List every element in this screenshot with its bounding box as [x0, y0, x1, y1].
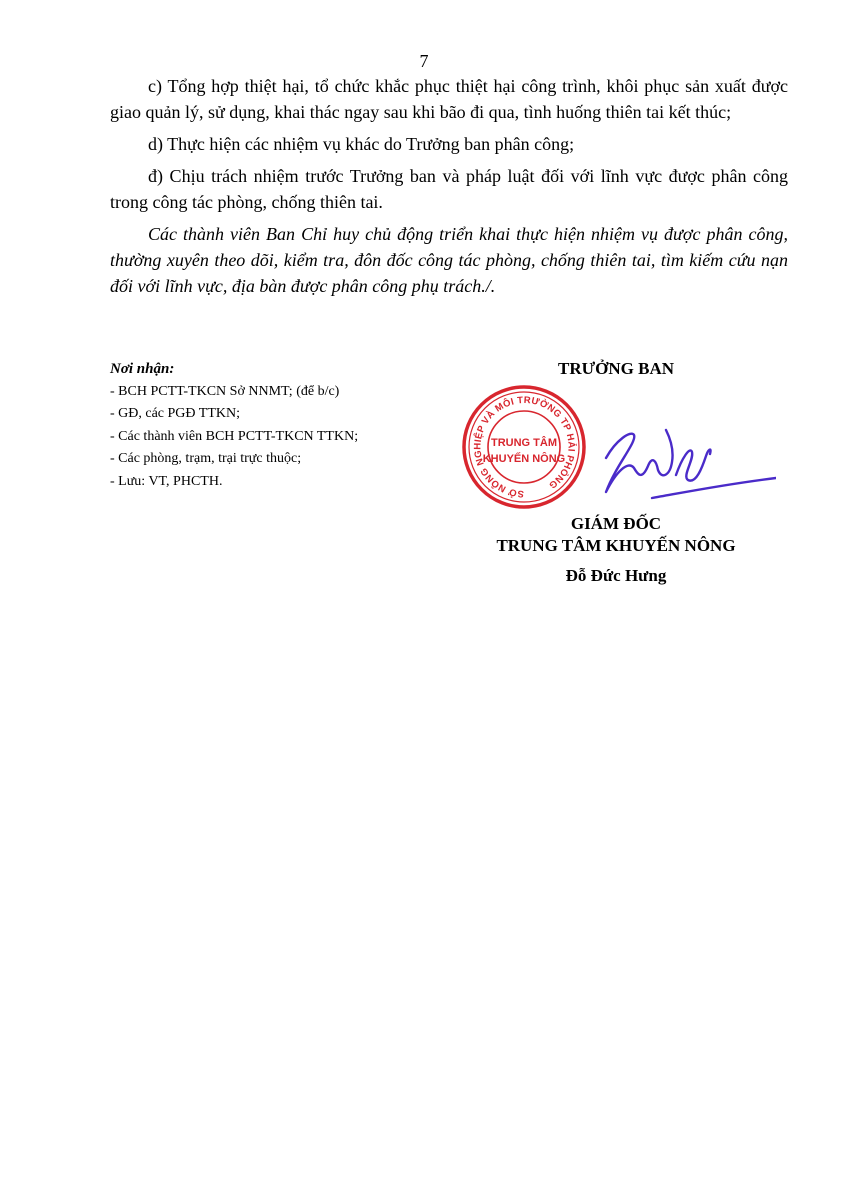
handwritten-signature	[606, 430, 776, 498]
seal-ring-text: SỞ NÔNG NGHIỆP VÀ MÔI TRƯỜNG TP HẢI PHÒNG	[472, 394, 577, 500]
paragraph-c: c) Tổng hợp thiệt hại, tổ chức khắc phục thiệt hại công trình, khôi phục sản xuất được giao quản lý, sử dụng, khai thác ngay sau khi bão đi qua, tình huống thiên tai kết thúc;	[110, 76, 788, 122]
recipients-block	[110, 358, 440, 493]
signer-name: Đỗ Đức Hưng	[565, 566, 667, 585]
closing-paragraph: Các thành viên Ban Chỉ huy chủ động triển khai thực hiện nhiệm vụ được phân công, thường xuyên theo dõi, kiểm tra, đôn đốc công tác phòng, chống thiên tai, tìm kiếm cứu nạn đối với lĩnh vực, địa bàn được phân công phụ trách./.	[110, 224, 788, 296]
signature-organization: TRUNG TÂM KHUYẾN NÔNG	[496, 536, 736, 555]
red-seal-stamp	[464, 387, 584, 507]
signature-block	[456, 358, 776, 587]
seal-center-line-1: TRUNG TÂM	[491, 437, 557, 449]
signature-position: GIÁM ĐỐC	[570, 514, 662, 533]
seal-and-signature-graphic	[456, 380, 776, 513]
paragraph-d: d) Thực hiện các nhiệm vụ khác do Trưởng ban phân công;	[148, 134, 575, 154]
recipient-item: - GĐ, các PGĐ TTKN;	[110, 406, 240, 421]
seal-center-line-2: KHUYẾN NÔNG	[482, 453, 566, 465]
recipient-item: - BCH PCTT-TKCN Sở NNMT; (để b/c)	[110, 383, 340, 399]
recipient-item: - Lưu: VT, PHCTH.	[110, 473, 223, 489]
paragraph-dd: đ) Chịu trách nhiệm trước Trưởng ban và pháp luật đối với lĩnh vực được phân công trong công tác phòng, chống thiên tai.	[110, 166, 788, 212]
signature-title: TRƯỞNG BAN	[557, 359, 674, 378]
page-number: 7	[419, 51, 429, 71]
seal-and-signature	[456, 380, 776, 513]
recipient-item: - Các phòng, trạm, trại trực thuộc;	[110, 451, 302, 466]
recipients-title: Nơi nhận:	[110, 361, 175, 377]
recipients-list	[110, 381, 440, 494]
body-text	[110, 73, 788, 305]
recipient-item: - Các thành viên BCH PCTT-TKCN TTKN;	[110, 428, 359, 444]
